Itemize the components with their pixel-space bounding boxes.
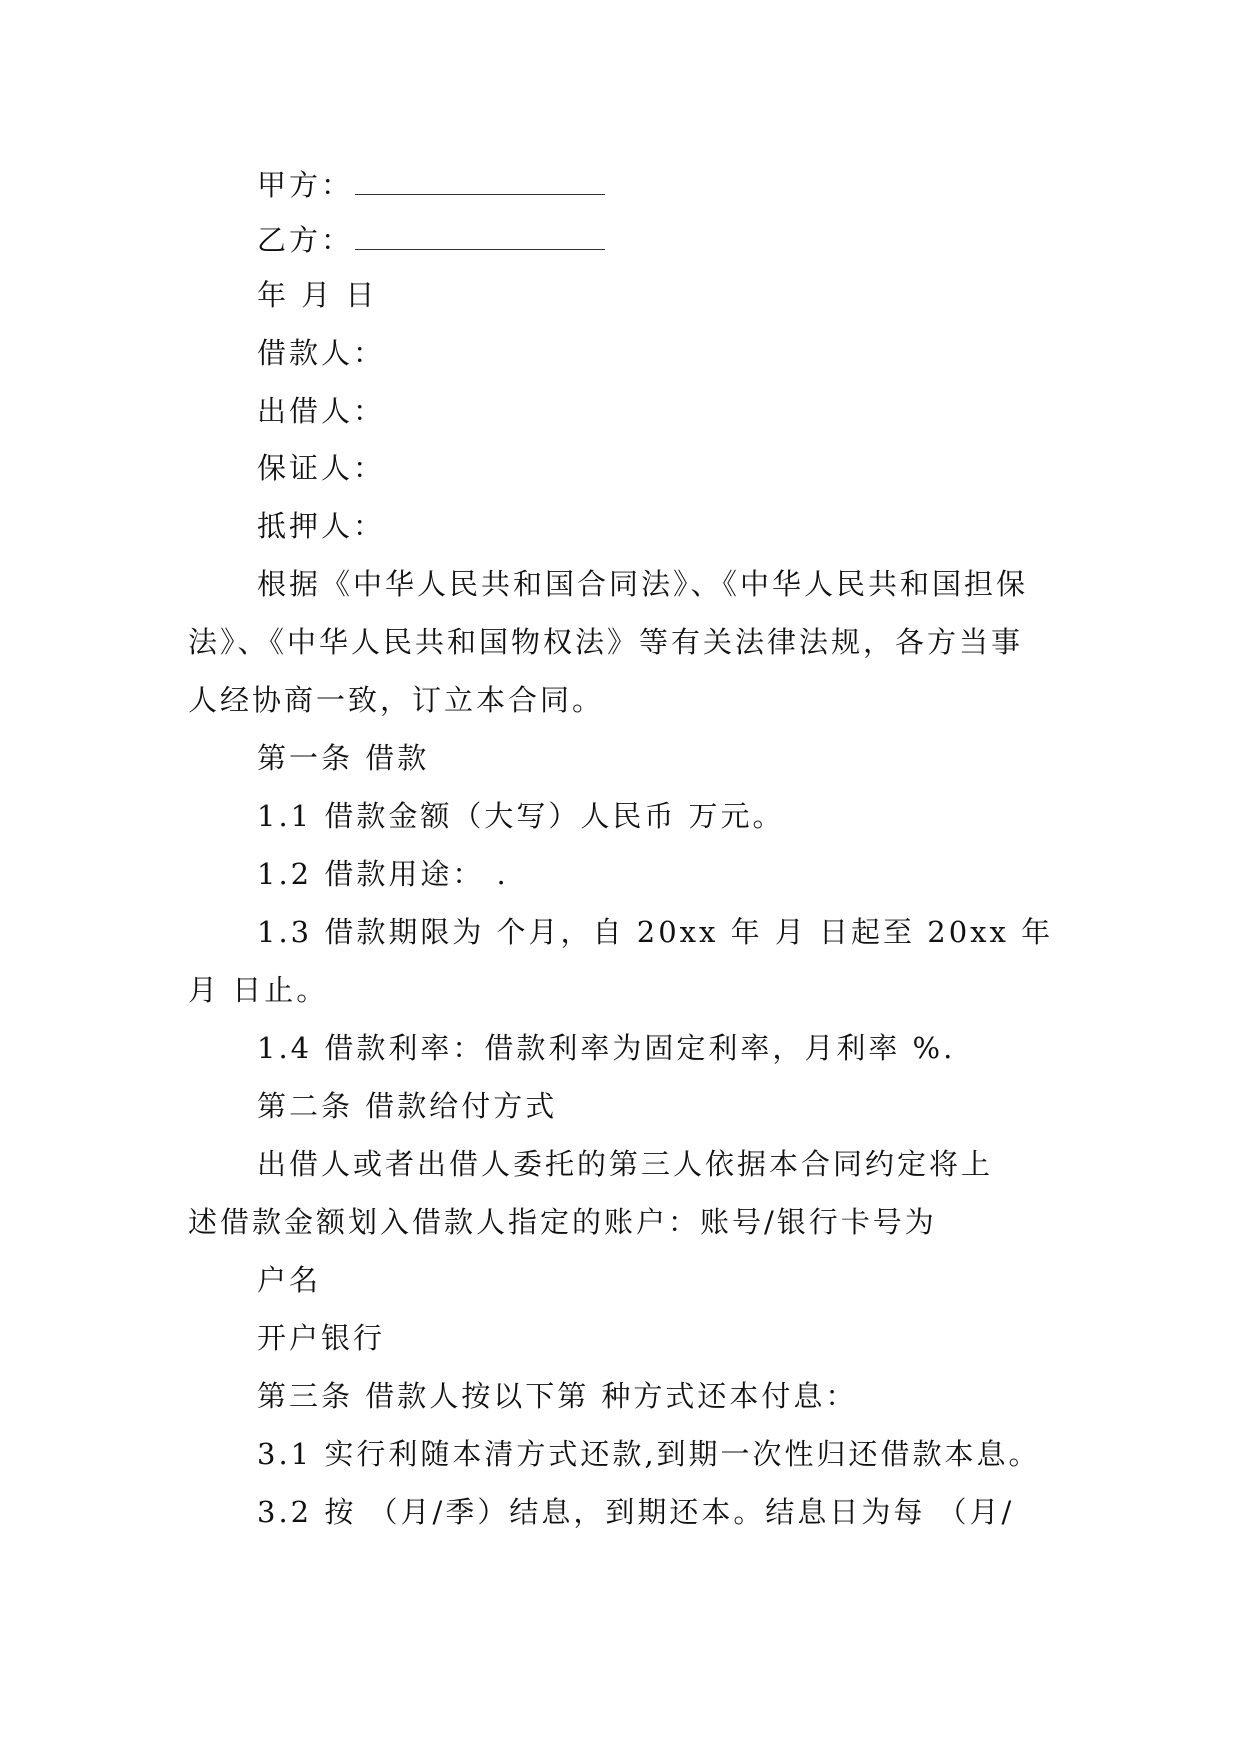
article-1-heading: 第一条 借款 [257, 741, 430, 775]
guarantor-line: 保证人： [257, 451, 386, 485]
article-3-heading: 第三条 借款人按以下第 种方式还本付息： [257, 1379, 858, 1413]
mortgagor-line: 抵押人： [257, 509, 386, 543]
party-b-label: 乙方： [257, 223, 354, 257]
account-name-line: 户名 [257, 1263, 322, 1297]
clause-1-1: 1.1 借款金额（大写）人民币 万元。 [257, 799, 785, 833]
clause-1-3-line-1: 1.3 借款期限为 个月，自 20xx 年 月 日起至 20xx 年 [257, 915, 1054, 949]
preamble-line-2: 法》、《中华人民共和国物权法》等有关法律法规，各方当事 [188, 625, 1024, 659]
preamble-line-1: 根据《中华人民共和国合同法》、《中华人民共和国担保 [257, 567, 1029, 601]
clause-1-3-line-2: 月 日止。 [188, 973, 329, 1007]
preamble-line-3: 人经协商一致，订立本合同。 [188, 683, 605, 717]
party-b-blank [355, 227, 605, 250]
article-2-line-1: 出借人或者出借人委托的第三人依据本合同约定将上 [257, 1147, 994, 1181]
borrower-line: 借款人： [257, 336, 386, 370]
lender-line: 出借人： [257, 394, 386, 428]
party-a-line [257, 165, 605, 205]
party-a-blank [355, 172, 605, 195]
clause-3-1: 3.1 实行利随本清方式还款,到期一次性归还借款本息。 [257, 1437, 1041, 1471]
clause-1-2: 1.2 借款用途： . [257, 857, 509, 891]
article-2-heading: 第二条 借款给付方式 [257, 1089, 558, 1123]
article-2-line-2: 述借款金额划入借款人指定的账户：账号/银行卡号为 [188, 1205, 937, 1239]
bank-line: 开户银行 [257, 1321, 386, 1355]
date-line: 年 月 日 [257, 278, 378, 312]
clause-1-4: 1.4 借款利率：借款利率为固定利率，月利率 %. [257, 1031, 956, 1065]
party-b-line [257, 220, 605, 260]
clause-3-2: 3.2 按 （月/季）结息，到期还本。结息日为每 （月/ [257, 1495, 1015, 1529]
party-a-label: 甲方： [257, 168, 354, 202]
